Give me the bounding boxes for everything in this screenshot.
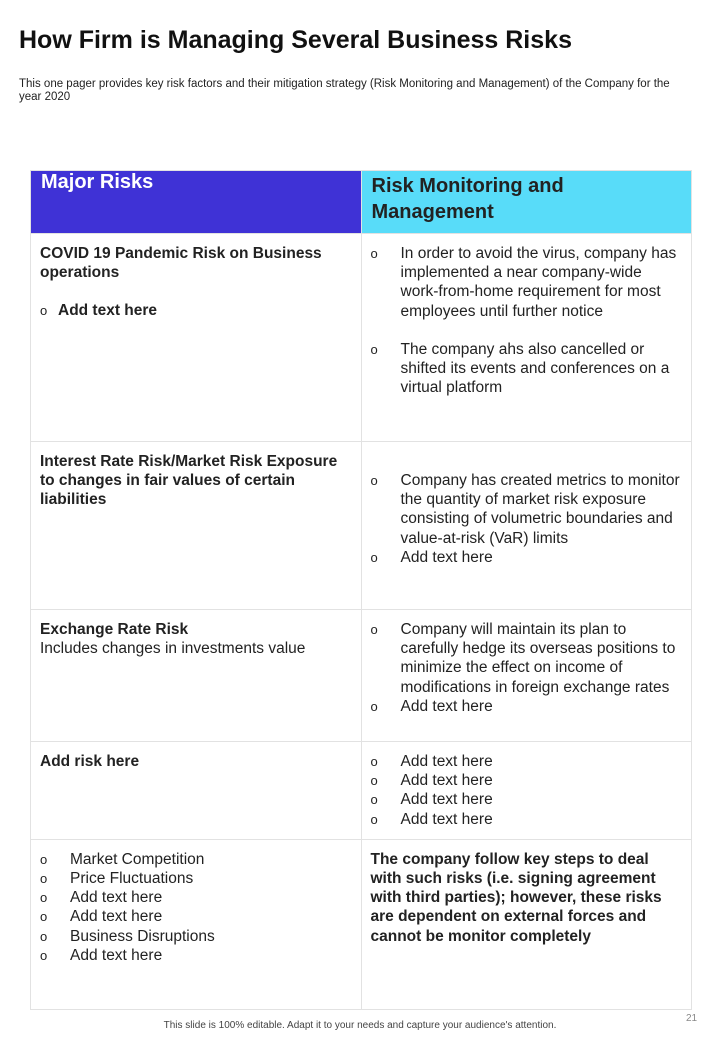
list-item: o Add text here xyxy=(40,302,158,320)
list-item: o Company has created metrics to monitor the quantity of market risk exposure consisting of volumetric boundaries and value-at-risk (VaR) limits xyxy=(370,472,680,547)
mitigation-list xyxy=(371,752,683,829)
mitigation-cell xyxy=(361,234,692,442)
list-item: o Add text here xyxy=(370,810,493,828)
bullet-icon: o xyxy=(40,928,48,944)
list-item: o Add text here xyxy=(370,697,493,715)
list-item: o Add text here xyxy=(40,889,163,907)
risk-cell xyxy=(31,610,362,742)
mitigation-cell xyxy=(361,742,692,840)
list-item: o The company ahs also cancelled or shifted its events and conferences on a virtual platform xyxy=(370,340,670,397)
footer-note: This slide is 100% editable. Adapt it to your needs and capture your audience's attention. xyxy=(163,1020,557,1031)
table-row xyxy=(31,610,692,742)
bullet-icon: o xyxy=(370,754,378,769)
spacer xyxy=(371,321,679,340)
bullet-icon: o xyxy=(40,890,48,906)
table-row xyxy=(31,234,692,442)
bullet-icon: o xyxy=(370,246,378,261)
bullet-icon: o xyxy=(40,303,48,319)
bullet-icon: o xyxy=(40,871,48,887)
page-title: How Firm is Managing Several Business Risks xyxy=(19,26,572,54)
mitigation-list xyxy=(371,620,683,716)
bullet-icon: o xyxy=(370,473,378,488)
risk-title: Add risk here xyxy=(40,753,140,770)
risk-description: Includes changes in investments value xyxy=(40,640,306,658)
list-item: o Add text here xyxy=(370,791,493,809)
list-item: o Add text here xyxy=(370,772,493,790)
risk-title: Exchange Rate Risk xyxy=(40,621,189,638)
table-row xyxy=(31,442,692,610)
list-item: o Add text here xyxy=(370,548,493,566)
bullet-icon: o xyxy=(370,792,378,808)
bullet-icon: o xyxy=(370,549,378,565)
table-row xyxy=(31,742,692,840)
risk-cell xyxy=(31,742,362,840)
bullet-icon: o xyxy=(370,811,378,827)
risk-cell xyxy=(31,234,362,442)
risk-cell xyxy=(31,839,362,1009)
list-item: o Add text here xyxy=(370,753,493,770)
risk-table xyxy=(30,170,692,1010)
bullet-icon: o xyxy=(370,622,378,637)
list-item: o Business Disruptions xyxy=(40,927,215,945)
header-major-risks: Major Risks xyxy=(31,171,362,234)
mitigation-note: The company follow key steps to deal with such risks (i.e. signing agreement with third parties); however, these risks are dependent on external forces and cannot be monitor completely xyxy=(370,850,662,945)
mitigation-cell xyxy=(361,839,692,1009)
bullet-icon: o xyxy=(40,909,48,925)
list-item: o Price Fluctuations xyxy=(40,870,194,888)
header-risk-monitoring: Risk Monitoring and Management xyxy=(361,171,692,234)
bullet-icon: o xyxy=(370,341,378,357)
bullet-icon: o xyxy=(40,947,48,963)
risk-title: COVID 19 Pandemic Risk on Business operations xyxy=(40,245,322,282)
mitigation-list xyxy=(371,244,683,397)
page-subtitle: This one pager provides key risk factors and their mitigation strategy (Risk Monitoring and Management) of the Company for the year 2020 xyxy=(19,78,670,103)
bullet-icon: o xyxy=(40,851,48,867)
table-header-row xyxy=(31,171,692,234)
bullet-icon: o xyxy=(370,773,378,789)
risk-cell xyxy=(31,442,362,610)
list-item: o Add text here xyxy=(40,908,163,926)
list-item: o Company will maintain its plan to carefully hedge its overseas positions to minimize the effect on income of modifications in foreign exchange rates xyxy=(370,621,676,696)
risk-bullets xyxy=(40,301,352,320)
list-item: o Market Competition xyxy=(40,850,205,868)
risk-list xyxy=(40,850,352,965)
mitigation-list xyxy=(371,471,683,567)
list-item: o Add text here xyxy=(40,946,163,964)
mitigation-cell xyxy=(361,610,692,742)
table-row xyxy=(31,839,692,1009)
list-item: o In order to avoid the virus, company has implemented a near company-wide work-from-home requirement for most employees until further notice xyxy=(370,245,677,320)
mitigation-cell xyxy=(361,442,692,610)
bullet-icon: o xyxy=(370,698,378,714)
risk-title: Interest Rate Risk/Market Risk Exposure to changes in fair values of certain liabilities xyxy=(40,453,338,509)
page-number: 21 xyxy=(686,1013,698,1024)
